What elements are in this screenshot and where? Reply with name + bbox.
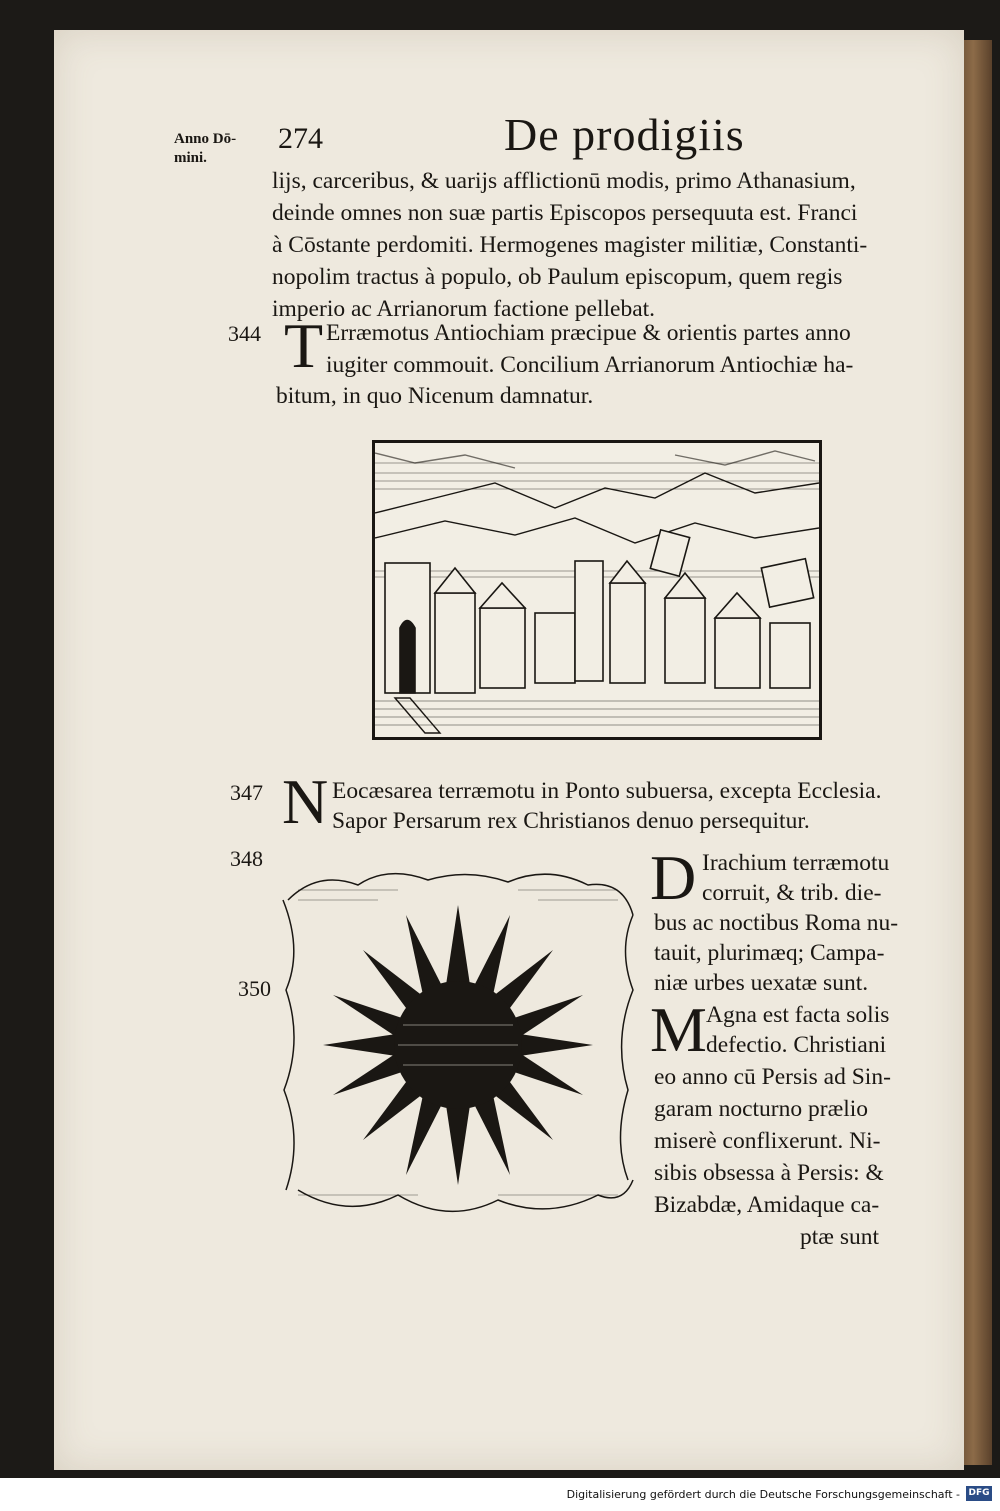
drop-cap: M	[650, 994, 707, 1065]
text-line: lijs, carceribus, & uarijs afflictionū modis, primo Athanasium,	[272, 168, 856, 194]
text-line: garam nocturno prælio	[654, 1096, 869, 1122]
drop-cap: D	[650, 842, 697, 913]
text-line: imperio ac Arrianorum factione pellebat.	[272, 296, 656, 322]
book-page	[54, 30, 964, 1470]
text-line: miserè conflixerunt. Ni-	[654, 1128, 881, 1154]
running-head: De prodigiis	[504, 109, 745, 160]
text-line: sibis obsessa à Persis: &	[654, 1160, 884, 1186]
dfg-logo: DFG	[966, 1486, 992, 1501]
text-line: Eocæsarea terræmotu in Ponto subuersa, excepta Ecclesia.	[332, 778, 882, 804]
text-line: deinde omnes non suæ partis Episcopos persequuta est. Franci	[272, 200, 858, 226]
text-line: iugiter commouit. Concilium Arrianorum Antiochiæ ha-	[326, 352, 854, 378]
margin-note-line1: Anno Dō-	[174, 131, 237, 147]
text-line: niæ urbes uexatæ sunt.	[654, 970, 869, 996]
digitization-credit: Digitalisierung gefördert durch die Deutsche Forschungsgemeinschaft -	[566, 1488, 960, 1501]
year-marker: 348	[230, 846, 263, 871]
text-line: à Cōstante perdomiti. Hermogenes magister militiæ, Constanti-	[272, 232, 868, 258]
solar-eclipse-woodcut	[278, 860, 638, 1230]
text-line: Sapor Persarum rex Christianos denuo persequitur.	[332, 808, 810, 834]
year-marker: 347	[230, 780, 263, 805]
text-line: eo anno cū Persis ad Sin-	[654, 1064, 891, 1090]
drop-cap: N	[282, 766, 329, 837]
margin-note-line2: mini.	[174, 150, 207, 166]
city-earthquake-woodcut	[372, 440, 822, 740]
text-line: ptæ sunt	[800, 1224, 880, 1250]
text-line: defectio. Christiani	[706, 1032, 887, 1058]
page-number: 274	[278, 122, 323, 155]
text-line: nopolim tractus à populo, ob Paulum episcopum, quem regis	[272, 264, 843, 290]
text-line: Bizabdæ, Amidaque ca-	[654, 1192, 880, 1218]
text-line: corruit, & trib. die-	[702, 880, 882, 906]
drop-cap: T	[284, 310, 324, 381]
text-line: bitum, in quo Nicenum damnatur.	[276, 383, 594, 409]
text-line: Irachium terræmotu	[702, 850, 890, 876]
text-line: Erræmotus Antiochiam præcipue & orientis partes anno	[326, 320, 851, 346]
year-marker: 350	[238, 976, 271, 1001]
text-line: bus ac noctibus Roma nu-	[654, 910, 899, 936]
text-line: tauit, plurimæq; Campa-	[654, 940, 885, 966]
city-woodcut-drawing	[375, 443, 819, 737]
text-line: Agna est facta solis	[706, 1002, 890, 1028]
year-marker: 344	[228, 321, 261, 346]
margin-note	[174, 130, 236, 168]
